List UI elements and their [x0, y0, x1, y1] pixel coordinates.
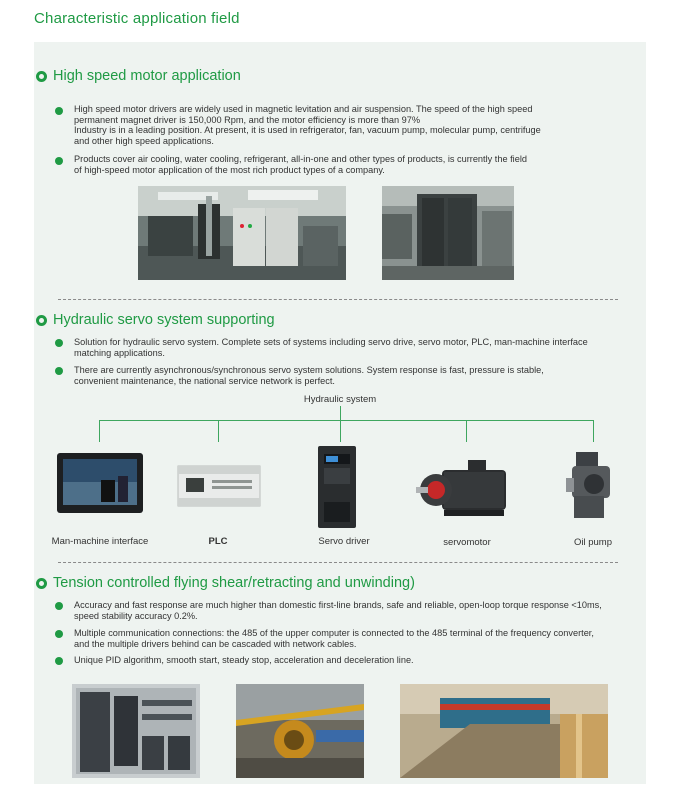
bullet-text: Products cover air cooling, water cooling, refrigerant, all-in-one and other types of products, is currently the field of high-speed motor application of the most rich product types of a company. — [74, 154, 527, 175]
product-label-servo-driver: Servo driver — [318, 536, 370, 547]
bullet-icon — [55, 657, 63, 665]
tree-connector — [218, 420, 219, 442]
product-label-plc: PLC — [208, 536, 228, 547]
section-bullet-icon — [36, 315, 47, 326]
bullet-icon — [55, 367, 63, 375]
oil-pump-image — [564, 450, 618, 522]
section-title: Hydraulic servo system supporting — [53, 312, 275, 328]
product-label-hmi: Man-machine interface — [51, 536, 149, 547]
bullet-text: Solution for hydraulic servo system. Complete sets of systems including servo drive, servo motor, PLC, man-machine interface matching applications. — [74, 337, 588, 358]
bullet-text: Multiple communication connections: the 485 of the upper computer is connected to the 485 terminal of the frequency converter, and the multiple drivers behind can be cascaded with network cables. — [74, 628, 594, 649]
section-divider — [58, 299, 618, 300]
bullet-text: High speed motor drivers are widely used in magnetic levitation and air suspension. The speed of the high speed permanent magnet driver is 150,000 Rpm, and the motor efficiency is more than 97% Industry is in a leading position. At present, it is used in refrigerator, fan, vacuum pump, molecular pump, centrifuge and other high speed applications. — [74, 104, 541, 146]
bullet-text: Unique PID algorithm, smooth start, steady stop, acceleration and deceleration line. — [74, 655, 414, 665]
bullet-text: Accuracy and fast response are much higher than domestic first-line brands, safe and reliable, open-loop torque response <10ms, speed stability accuracy 0.2%. — [74, 600, 602, 621]
photo-factory-line — [236, 684, 364, 778]
servo-driver-image — [316, 444, 358, 530]
bullet-icon — [55, 157, 63, 165]
hmi-image — [56, 452, 144, 514]
bullet-icon — [55, 107, 63, 115]
photo-control-cabinet — [72, 684, 200, 778]
diagram-root-label: Hydraulic system — [303, 394, 377, 405]
section-bullet-icon — [36, 71, 47, 82]
tree-connector — [340, 420, 341, 442]
photo-lab-cabinets — [138, 186, 346, 280]
photo-paper-line — [400, 684, 608, 778]
section-bullet-icon — [36, 578, 47, 589]
section-hydraulic-servo — [36, 312, 275, 328]
section-divider — [58, 562, 618, 563]
bullet-text: There are currently asynchronous/synchronous servo system solutions. System response is fast, pressure is stable, convenient maintenance, the national service network is perfect. — [74, 365, 544, 386]
bullet-icon — [55, 630, 63, 638]
section-title: Tension controlled flying shear/retracting and unwinding) — [53, 575, 415, 591]
tree-connector — [99, 420, 593, 421]
photo-motor-cabinet — [382, 186, 514, 280]
page-title: Characteristic application field — [34, 10, 240, 27]
servomotor-image — [414, 456, 522, 520]
tree-connector — [99, 420, 100, 442]
section-title: High speed motor application — [53, 68, 241, 84]
product-label-servomotor: servomotor — [443, 537, 491, 548]
product-label-oil-pump: Oil pump — [573, 537, 612, 548]
tree-connector — [340, 406, 341, 420]
plc-image — [176, 460, 262, 512]
bullet-icon — [55, 339, 63, 347]
bullet-icon — [55, 602, 63, 610]
tree-connector — [593, 420, 594, 442]
tree-connector — [466, 420, 467, 442]
section-tension-control — [36, 575, 415, 591]
section-high-speed-motor — [36, 68, 241, 84]
